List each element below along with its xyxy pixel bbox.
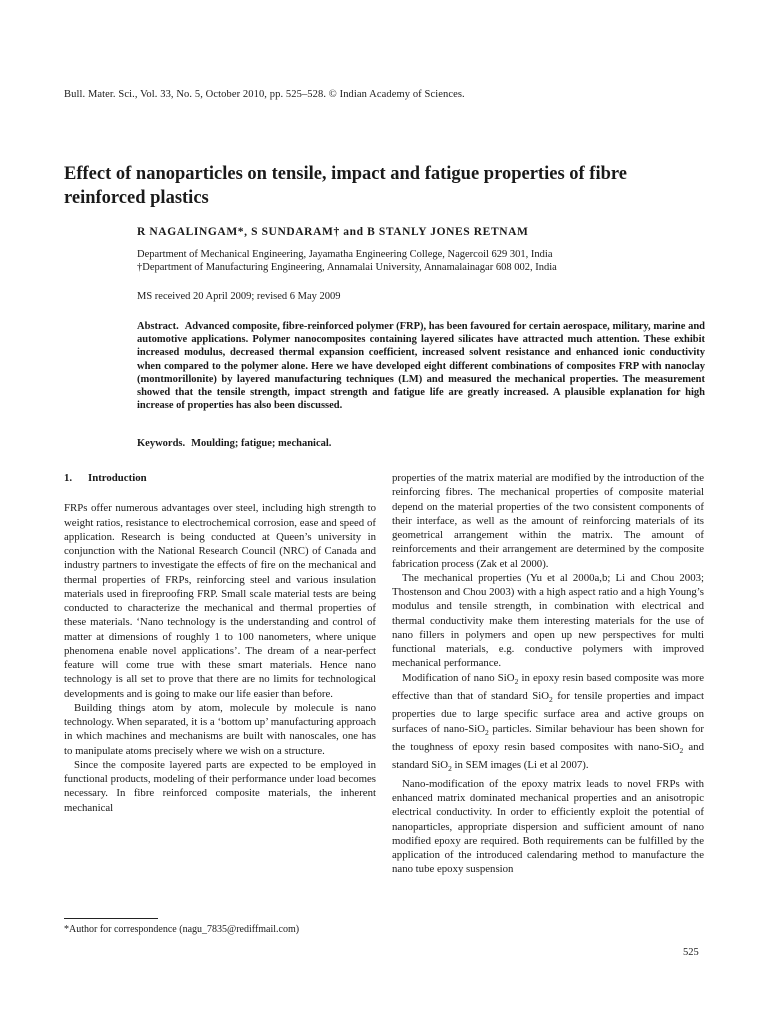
received-dates: MS received 20 April 2009; revised 6 May 2009 [137, 291, 341, 302]
affiliation-1: Department of Mechanical Engineering, Jayamatha Engineering College, Nagercoil 629 301, India [137, 249, 553, 260]
text-run: for tensile properties and impact properties due to large specific surface area and active groups on surfaces of nano-SiO [392, 689, 704, 735]
paragraph: The mechanical properties (Yu et al 2000a,b; Li and Chou 2003; Thostenson and Chou 2003) with a high aspect ratio and a high Young’s modulus and tensile strength, in combination with electrical and thermal conductivity make them interesting materials for the use of nano fillers in polymers and open up new perspectives for multi functional materials, e.g. conductive polymers with improved mechanical performance. [392, 571, 704, 670]
author-list: R NAGALINGAM*, S SUNDARAM† and B STANLY JONES RETNAM [137, 226, 529, 238]
paragraph: properties of the matrix material are modified by the introduction of the reinforcing fibres. The mechanical properties of composite material depend on the material properties of the two consistent components of their interface, as well as the amount of reinforcing materials of its geometrical arrangement within the matrix. The amount of reinforcements and their arrangement are determined by the composite fabrication process (Zak et al 2000). [392, 472, 704, 570]
body-column-left [64, 471, 376, 815]
subscript: 2 [549, 695, 553, 705]
paragraph [392, 671, 704, 777]
keywords-label: Keywords. [137, 438, 186, 449]
affiliations [137, 248, 557, 274]
text-run: in SEM images (Li et al 2007). [451, 759, 589, 772]
affiliation-2: †Department of Manufacturing Engineering, Annamalai University, Annamalainagar 608 002, India [137, 262, 557, 273]
abstract-text: Advanced composite, fibre-reinforced polymer (FRP), has been favoured for certain aerospace, military, marine and automotive applications. Polymer nanocomposites containing layered silicates have attracted much attention. These exhibit increased modulus, decreased thermal expansion coefficient, increased solvent resistance and enhanced ionic conductivity when compared to the polymer alone. Here we have developed eight different combinations of composites FRP with nanoclay (montmorillonite) by layered manufacturing techniques (LM) and measured the mechanical properties. The measurement showed that the tensile strength, impact strength and fatigue life are greatly increased. A plausible explanation for high increase of properties has also been discussed. [137, 321, 705, 412]
section-heading [64, 471, 376, 485]
subscript: 2 [448, 764, 452, 774]
section-number: 1. [64, 472, 73, 484]
text-run: Modification of nano SiO [402, 671, 515, 684]
paragraph: FRPs offer numerous advantages over steel, including high strength to weight ratios, resistance to electrochemical corrosion, ease and speed of application. Research is being conducted at Queen’s university in conjunction with the National Research Council (NRC) of Canada and industry partners to investigate the effects of fire on the mechanical and thermal properties of FRPs, reinforcing steel and various insulation materials used in fireproofing FRP. Small scale material tests are being conducted to characterize the mechanical and thermal properties of these materials. ‘Nano technology is the understanding and control of matter at dimensions of roughly 1 to 100 nanometers, where unique phenomena enable novel applications’. The dream of a near-perfect feature will come true with these smart materials. Hence nano technology is all set to prove that there are no limits for technological developments and is going to make our life easier than before. [64, 502, 376, 700]
text-run: particles. Similar behaviour has been shown for the toughness of epoxy resin based composites with nano-SiO [392, 722, 704, 753]
paragraph: Building things atom by atom, molecule by molecule is nano technology. When separated, it is a ‘bottom up’ manufacturing approach in which machines and mechanisms are built with nanoscales, one has to manipulate atoms precisely where we wish on a structure. [64, 701, 376, 757]
paragraph: Since the composite layered parts are expected to be employed in functional products, modeling of their performance under load becomes necessary. In fibre reinforced composite materials, the inherent mechanical [64, 758, 376, 814]
text-run: in epoxy resin based composite was more effective than that of standard SiO [392, 671, 704, 702]
keywords-text: Moulding; fatigue; mechanical. [191, 438, 332, 449]
keywords [137, 438, 331, 449]
subscript: 2 [485, 727, 489, 737]
subscript: 2 [679, 746, 684, 756]
abstract [137, 320, 705, 412]
text-run: and standard SiO [392, 740, 704, 772]
subscript: 2 [514, 676, 519, 686]
journal-citation: Bull. Mater. Sci., Vol. 33, No. 5, October 2010, pp. 525–528. © Indian Academy of Sciences. [64, 89, 465, 100]
paragraph: Nano-modification of the epoxy matrix leads to novel FRPs with enhanced matrix dominated mechanical properties and an anisotropic electrical conductivity. In order to efficiently exploit the potential of nanoparticles, appropriate dispersion and sufficient amount of nano modified epoxy are required. Both requirements can be fulfilled by the application of the introduced calendaring method to manufacture the nano tube epoxy suspension [392, 777, 704, 876]
body-column-right [392, 471, 704, 877]
abstract-label: Abstract. [137, 321, 179, 332]
footnote: *Author for correspondence (nagu_7835@rediffmail.com) [64, 924, 300, 935]
page-number: 525 [683, 947, 699, 958]
section-title: Introduction [88, 472, 147, 484]
footnote-divider [64, 918, 158, 919]
article-title: Effect of nanoparticles on tensile, impact and fatigue properties of fibre reinforced plastics [64, 164, 627, 208]
